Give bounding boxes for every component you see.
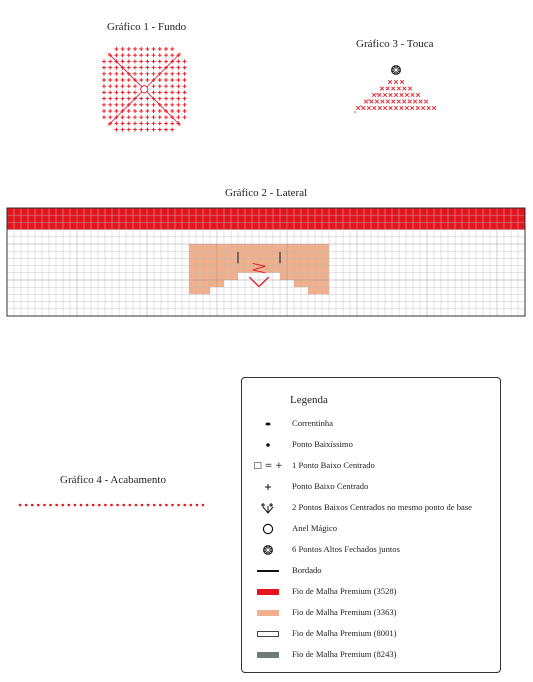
stitch-x	[389, 106, 393, 110]
stitch-plus	[152, 128, 156, 132]
stitch-plus	[158, 121, 162, 125]
stitch-plus	[121, 78, 125, 82]
stitch-plus	[121, 47, 125, 51]
legend-label: Fio de Malha Premium (3363)	[292, 607, 397, 617]
stitch-plus	[102, 66, 106, 70]
stitch-plus	[108, 59, 112, 63]
slip-stitch-icon	[248, 438, 288, 452]
legend-row-chain	[242, 417, 500, 431]
stitch-plus	[158, 59, 162, 63]
stitch-plus	[133, 121, 137, 125]
stitch-plus	[114, 84, 118, 88]
stitch-plus	[127, 128, 131, 132]
chart4-title: Gráfico 4 - Acabamento	[60, 474, 166, 486]
stitch-x	[372, 106, 376, 110]
chart4-finishing-dots	[17, 501, 217, 509]
finishing-dot	[141, 504, 144, 507]
legend-label: Fio de Malha Premium (8243)	[292, 649, 397, 659]
legend-row-yarn-8001	[242, 627, 500, 641]
legend-row-yarn-3528	[242, 585, 500, 599]
stitch-x	[394, 106, 398, 110]
stitch-x	[400, 93, 404, 97]
stitch-plus	[108, 103, 112, 107]
finishing-dot	[74, 504, 77, 507]
stitch-x	[394, 93, 398, 97]
stitch-x	[424, 100, 428, 104]
chart2-title: Gráfico 2 - Lateral	[225, 187, 308, 199]
stitch-plus	[145, 72, 149, 76]
stitch-plus	[121, 72, 125, 76]
finishing-dot	[202, 504, 205, 507]
magic-ring-mark	[141, 86, 148, 93]
stitch-plus	[152, 53, 156, 57]
bobble-mark	[391, 65, 401, 75]
stitch-x	[372, 93, 376, 97]
stitch-plus	[127, 115, 131, 119]
stitch-x	[397, 87, 401, 91]
stitch-plus	[183, 72, 187, 76]
stitch-plus	[139, 115, 143, 119]
stitch-plus	[152, 90, 156, 94]
stitch-plus	[158, 47, 162, 51]
stitch-plus	[176, 78, 180, 82]
finishing-dot	[80, 504, 83, 507]
stitch-plus	[121, 115, 125, 119]
stitch-plus	[127, 78, 131, 82]
chain-stitch-icon	[248, 417, 288, 431]
stitch-plus	[145, 59, 149, 63]
stitch-x	[370, 100, 374, 104]
stitch-plus	[145, 97, 149, 101]
finishing-dot	[190, 504, 193, 507]
stitch-plus	[164, 53, 168, 57]
stitch-x	[432, 106, 436, 110]
stitch-plus	[145, 121, 149, 125]
legend-row-plus	[242, 480, 500, 494]
finishing-dot	[153, 504, 156, 507]
stitch-plus	[170, 66, 174, 70]
stitch-plus	[183, 115, 187, 119]
legend-label: 6 Pontos Altos Fechados juntos	[292, 544, 400, 554]
stitch-plus	[127, 84, 131, 88]
finishing-dot	[61, 504, 64, 507]
stitch-x	[405, 93, 409, 97]
swatch-red-icon	[248, 585, 288, 599]
stitch-plus	[164, 47, 168, 51]
stitch-plus	[102, 84, 106, 88]
stitch-plus	[183, 90, 187, 94]
finishing-dot	[196, 504, 199, 507]
stitch-plus	[170, 97, 174, 101]
legend-label: Anel Mágico	[292, 523, 338, 533]
legend-title: Legenda	[290, 394, 328, 406]
stitch-plus	[114, 72, 118, 76]
stitch-plus	[121, 103, 125, 107]
stitch-x	[383, 106, 387, 110]
finishing-dot	[122, 504, 125, 507]
stitch-plus	[152, 103, 156, 107]
stitch-plus	[145, 47, 149, 51]
finishing-dot	[171, 504, 174, 507]
finishing-dot	[147, 504, 150, 507]
stitch-plus	[170, 84, 174, 88]
legend-row-increase	[242, 501, 500, 515]
stitch-plus	[183, 59, 187, 63]
stitch-plus	[133, 47, 137, 51]
stitch-plus	[158, 109, 162, 113]
stitch-plus	[121, 84, 125, 88]
stitch-plus	[114, 90, 118, 94]
stitch-x	[394, 80, 398, 84]
stitch-plus	[121, 121, 125, 125]
finishing-dot	[49, 504, 52, 507]
stitch-plus	[164, 115, 168, 119]
stitch-plus	[145, 115, 149, 119]
legend-row-slip	[242, 438, 500, 452]
stitch-plus	[133, 66, 137, 70]
stitch-x	[378, 106, 382, 110]
stitch-x	[405, 106, 409, 110]
stitch-x	[411, 93, 415, 97]
stitch-plus	[139, 109, 143, 113]
legend-label: Bordado	[292, 565, 322, 575]
stitch-plus	[176, 109, 180, 113]
stitch-plus	[183, 97, 187, 101]
swatch-white-icon	[248, 627, 288, 641]
stitch-plus	[127, 97, 131, 101]
stitch-plus	[114, 121, 118, 125]
stitch-plus	[164, 103, 168, 107]
stitch-plus	[183, 84, 187, 88]
centered-single-crochet-icon: □ = +	[253, 461, 283, 471]
stitch-plus	[102, 78, 106, 82]
stitch-plus	[183, 66, 187, 70]
finishing-dot	[129, 504, 132, 507]
stitch-x	[386, 87, 390, 91]
legend-label: Fio de Malha Premium (8001)	[292, 628, 397, 638]
stitch-plus	[133, 59, 137, 63]
stitch-plus	[176, 66, 180, 70]
stitch-plus	[102, 90, 106, 94]
stitch-plus	[145, 128, 149, 132]
stitch-plus	[127, 47, 131, 51]
stitch-plus	[139, 128, 143, 132]
stitch-plus	[152, 66, 156, 70]
legend-row-magic-ring	[242, 522, 500, 536]
legend-label: 1 Ponto Baixo Centrado	[292, 460, 375, 470]
stitch-plus	[139, 59, 143, 63]
stitch-plus	[108, 97, 112, 101]
stitch-plus	[139, 66, 143, 70]
stitch-plus	[152, 59, 156, 63]
finishing-dot	[55, 504, 58, 507]
stitch-plus	[114, 109, 118, 113]
finishing-dot	[159, 504, 162, 507]
legend-label: Ponto Baixíssimo	[292, 439, 353, 449]
legend-row-bobble	[242, 543, 500, 557]
finishing-dot	[37, 504, 40, 507]
finishing-dot	[165, 504, 168, 507]
stitch-plus	[121, 128, 125, 132]
stitch-plus	[158, 53, 162, 57]
stitch-plus	[152, 47, 156, 51]
finishing-dot	[92, 504, 95, 507]
stitch-plus	[145, 109, 149, 113]
stitch-plus	[176, 84, 180, 88]
bobble-icon	[248, 543, 288, 557]
stitch-plus	[170, 47, 174, 51]
legend-label: Ponto Baixo Centrado	[292, 481, 369, 491]
stitch-plus	[176, 90, 180, 94]
stitch-plus	[152, 115, 156, 119]
stitch-plus	[158, 84, 162, 88]
stitch-plus	[152, 121, 156, 125]
finishing-dot	[25, 504, 28, 507]
legend-row-centered-sc	[242, 459, 500, 473]
stitch-x	[413, 100, 417, 104]
stitch-plus	[164, 128, 168, 132]
legend-label: Correntinha	[292, 418, 334, 428]
stitch-plus	[152, 84, 156, 88]
stitch-plus	[133, 90, 137, 94]
stitch-plus	[158, 78, 162, 82]
stitch-x	[427, 106, 431, 110]
stitch-plus	[114, 97, 118, 101]
stitch-plus	[183, 109, 187, 113]
legend-row-yarn-8243	[242, 648, 500, 662]
stitch-plus	[127, 121, 131, 125]
stitch-plus	[170, 109, 174, 113]
stitch-x	[383, 93, 387, 97]
stitch-plus	[176, 103, 180, 107]
stitch-plus	[170, 103, 174, 107]
stitch-plus	[164, 59, 168, 63]
stitch-x	[381, 100, 385, 104]
stitch-plus	[127, 53, 131, 57]
stitch-plus	[108, 72, 112, 76]
finishing-dot	[116, 504, 119, 507]
stitch-x	[400, 80, 404, 84]
stitch-plus	[139, 47, 143, 51]
stitch-plus	[164, 121, 168, 125]
stitch-plus	[108, 84, 112, 88]
stitch-plus	[102, 103, 106, 107]
stitch-plus	[170, 128, 174, 132]
stitch-x	[419, 100, 423, 104]
stitch-plus	[183, 103, 187, 107]
stitch-x	[356, 106, 360, 110]
stitch-plus	[145, 78, 149, 82]
stitch-plus	[133, 103, 137, 107]
stitch-plus	[121, 59, 125, 63]
stitch-plus	[114, 66, 118, 70]
stitch-plus	[139, 78, 143, 82]
finishing-dot	[31, 504, 34, 507]
chart3-title: Gráfico 3 - Touca	[356, 38, 434, 50]
stitch-plus	[114, 128, 118, 132]
finishing-dot	[19, 504, 22, 507]
stitch-plus	[108, 66, 112, 70]
stitch-plus	[164, 72, 168, 76]
legend-row-embroidery	[242, 564, 500, 578]
stitch-x	[380, 87, 384, 91]
stitch-plus	[127, 90, 131, 94]
embroidery-line-icon	[248, 564, 288, 578]
stitch-plus	[114, 53, 118, 57]
legend-row-yarn-3363	[242, 606, 500, 620]
stitch-plus	[164, 90, 168, 94]
stitch-plus	[133, 53, 137, 57]
finishing-dot	[177, 504, 180, 507]
finishing-dot	[104, 504, 107, 507]
chart1-title: Gráfico 1 - Fundo	[107, 21, 187, 33]
stitch-plus	[102, 109, 106, 113]
stitch-plus	[139, 97, 143, 101]
stitch-plus	[133, 84, 137, 88]
chart1-bottom-diagram	[100, 45, 200, 135]
finishing-dot	[135, 504, 138, 507]
finishing-dot	[183, 504, 186, 507]
stitch-plus	[158, 115, 162, 119]
increase-icon	[248, 501, 288, 515]
stitch-plus	[176, 59, 180, 63]
stitch-plus	[133, 128, 137, 132]
stitch-x	[364, 100, 368, 104]
stitch-plus	[158, 97, 162, 101]
stitch-plus	[170, 121, 174, 125]
stitch-plus	[158, 128, 162, 132]
stitch-plus	[152, 109, 156, 113]
stitch-x	[386, 100, 390, 104]
stitch-plus	[145, 103, 149, 107]
finishing-dot	[68, 504, 71, 507]
stitch-plus	[158, 90, 162, 94]
stitch-plus	[108, 78, 112, 82]
stitch-plus	[158, 66, 162, 70]
stitch-x	[367, 106, 371, 110]
finishing-dot	[98, 504, 101, 507]
stitch-x	[388, 80, 392, 84]
finishing-dot	[110, 504, 113, 507]
stitch-x	[391, 100, 395, 104]
stitch-plus	[114, 78, 118, 82]
stitch-plus	[170, 78, 174, 82]
swatch-peach-icon	[248, 606, 288, 620]
stitch-plus	[170, 72, 174, 76]
plus-icon	[248, 480, 288, 494]
legend-label: 2 Pontos Baixos Centrados no mesmo ponto de base	[292, 502, 472, 512]
stitch-x	[378, 93, 382, 97]
finishing-dot	[86, 504, 89, 507]
stitch-plus	[164, 84, 168, 88]
stitch-plus	[170, 53, 174, 57]
stitch-plus	[152, 72, 156, 76]
stitch-x	[421, 106, 425, 110]
stitch-plus	[170, 90, 174, 94]
stitch-plus	[183, 78, 187, 82]
stitch-plus	[139, 72, 143, 76]
stitch-plus	[108, 90, 112, 94]
stitch-plus	[114, 47, 118, 51]
stitch-x	[389, 93, 393, 97]
stitch-x	[391, 87, 395, 91]
stitch-plus	[139, 121, 143, 125]
stitch-plus	[133, 115, 137, 119]
stitch-x	[410, 106, 414, 110]
stitch-plus	[127, 66, 131, 70]
chart3-cap-diagram	[352, 60, 442, 130]
stitch-x	[416, 106, 420, 110]
stitch-plus	[121, 90, 125, 94]
stitch-plus	[176, 115, 180, 119]
stitch-x	[397, 100, 401, 104]
stitch-plus	[102, 59, 106, 63]
stitch-plus	[102, 115, 106, 119]
stitch-plus	[127, 109, 131, 113]
stitch-x	[408, 87, 412, 91]
stitch-x	[362, 106, 366, 110]
stitch-x	[416, 93, 420, 97]
stitch-plus	[108, 115, 112, 119]
swatch-gray-icon	[248, 648, 288, 662]
chart2-side-grid	[7, 208, 527, 318]
legend-label: Fio de Malha Premium (3528)	[292, 586, 397, 596]
stitch-x	[375, 100, 379, 104]
stitch-x	[402, 100, 406, 104]
magic-ring-icon	[248, 522, 288, 536]
stitch-plus	[139, 103, 143, 107]
stitch-plus	[133, 109, 137, 113]
stitch-plus	[145, 53, 149, 57]
stitch-x	[408, 100, 412, 104]
stitch-plus	[164, 97, 168, 101]
stitch-x	[403, 87, 407, 91]
stitch-plus	[102, 97, 106, 101]
stitch-plus	[121, 97, 125, 101]
finishing-dot	[43, 504, 46, 507]
stitch-plus	[108, 109, 112, 113]
stitch-plus	[102, 72, 106, 76]
stitch-plus	[121, 53, 125, 57]
stitch-plus	[139, 53, 143, 57]
stitch-plus	[145, 66, 149, 70]
stitch-plus	[164, 78, 168, 82]
stitch-x	[400, 106, 404, 110]
stitch-plus	[133, 72, 137, 76]
stitch-plus	[114, 103, 118, 107]
legend-panel	[241, 377, 501, 673]
stitch-plus	[176, 72, 180, 76]
stitch-plus	[127, 59, 131, 63]
stitch-plus	[176, 97, 180, 101]
